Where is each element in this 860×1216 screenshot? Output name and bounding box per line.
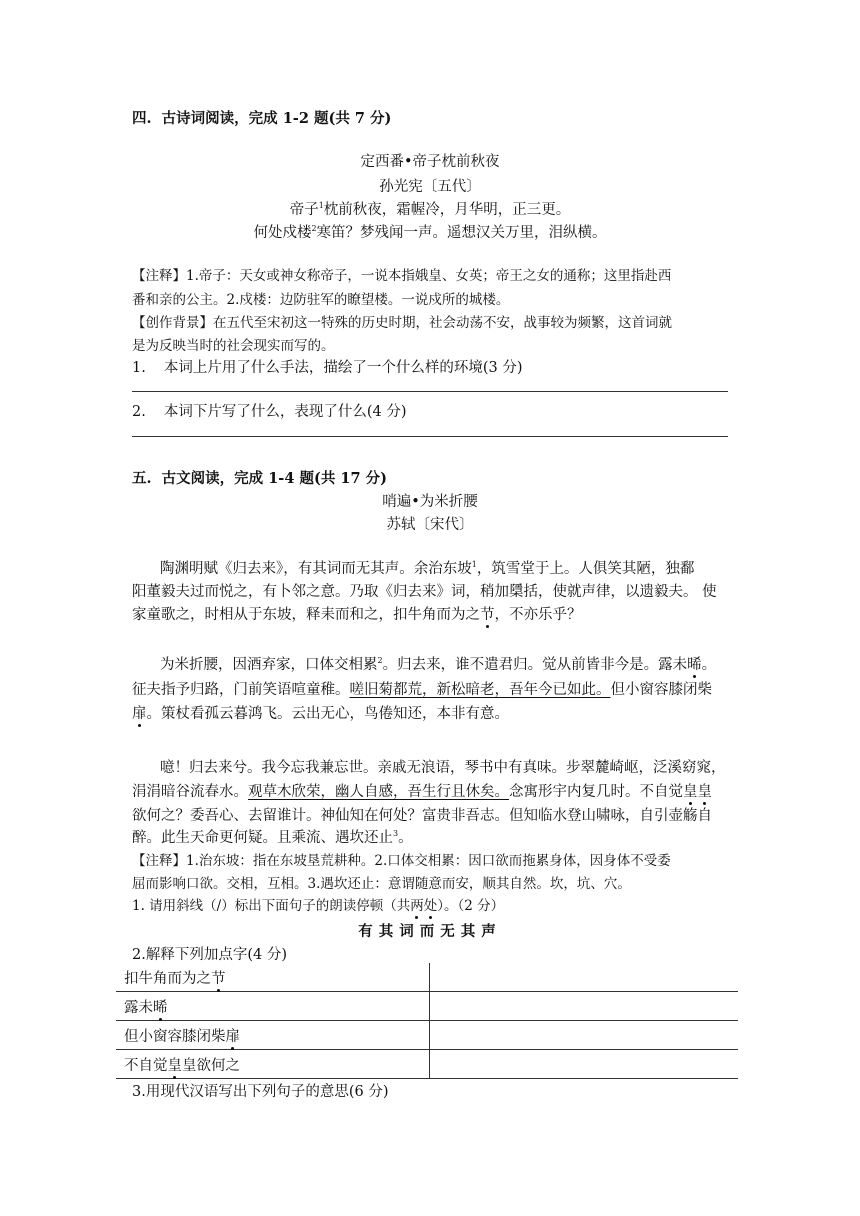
question-number: 2.: [132, 404, 146, 420]
paragraph-1-line-3: [132, 603, 582, 624]
question-number: 1.: [132, 360, 146, 376]
dotted-character: 皇: [683, 784, 698, 800]
text-span: 。归去来，谁不遣君归。觉从前皆非今是。露未: [382, 657, 688, 673]
footnote-mark: 1: [471, 560, 477, 570]
text-span: 涓涓暗谷流春水。: [132, 784, 248, 800]
text-span: ）。（2 分）: [437, 898, 505, 914]
table-cell-answer[interactable]: [430, 1050, 739, 1079]
question-text: 本词下片写了什么，表现了什么(4 分): [163, 404, 407, 420]
paragraph-2-line-3: [132, 702, 509, 723]
text-author: 苏轼〔宋代〕: [386, 517, 474, 533]
dotted-character: 皇: [697, 784, 712, 800]
question-5-1: [132, 894, 504, 914]
text-span: 醉。此生天命更何疑。且乘流、遇坎还止: [132, 830, 393, 846]
footnote-mark: 1: [318, 201, 324, 211]
text-span: 。策杖看孤云暮鸿飞。云出无心，鸟倦知还，本非有意。: [146, 706, 509, 722]
section-5-number: 五.: [132, 470, 152, 487]
text-span: 家童歌之，时相从于东坡，释耒而和之，扣牛角而为之: [132, 607, 480, 623]
text-span: 皇欲何之: [182, 1057, 240, 1074]
section-4-number: 四.: [132, 110, 152, 127]
dotted-character: 处: [423, 898, 438, 914]
question-text: 本词上片用了什么手法，描绘了一个什么样的环境(3 分): [163, 360, 523, 376]
poem-line-2-a: 何处戍楼: [253, 225, 312, 241]
paragraph-2-line-1: [160, 653, 716, 674]
text-span: 征夫指予归路，门前笑语喧童稚。: [132, 682, 350, 698]
section-5-heading: [132, 467, 387, 488]
section-4-heading: [132, 107, 391, 128]
dotted-character: 节: [480, 607, 495, 623]
background-line-2: 是为反映当时的社会现实而写的。: [132, 338, 335, 354]
table-cell-phrase: [116, 1050, 430, 1079]
text-span: 为米折腰，因酒弃家，口体交相累: [160, 657, 378, 673]
poem-line-2: [0, 221, 860, 242]
section-5-title: 古文阅读，完成 1-4 题(共 17 分): [161, 470, 387, 487]
paragraph-1-line-2: 阳董毅夫过而悦之，有卜邻之意。乃取《归去来》词，稍加檃括，使就声律，以遗毅夫。 使: [132, 584, 717, 600]
text-span: 露未: [124, 999, 153, 1016]
table-cell-answer[interactable]: [430, 992, 739, 1021]
paragraph-3-line-2: [132, 780, 712, 801]
text-span: 念寓形宇内复几时。不自觉: [509, 784, 683, 800]
answer-line[interactable]: [132, 436, 728, 437]
section-4-title: 古诗词阅读，完成 1-2 题(共 7 分): [161, 110, 392, 127]
dotted-character: 晞: [153, 999, 168, 1016]
poem-line-1: [0, 198, 860, 219]
text-note-line-1: 【注释】1.治东坡：指在东坡垦荒耕种。2.口体交相累：因口欲而拖累身体，因身体不受委: [132, 853, 671, 869]
text-span: 1. 请用斜线（/）标出下面句子的朗读停顿（共: [132, 898, 411, 914]
text-span: 。: [701, 657, 717, 673]
text-span: ，不亦乐乎？: [494, 607, 582, 623]
text-span: 陶渊明赋《归去来》，有其词而无其声。余治东坡: [160, 561, 472, 577]
footnote-mark: 3: [393, 829, 399, 839]
table-cell-phrase: [116, 1021, 430, 1050]
text-span: ，筑雪堂于上。人俱笑其陋，独鄱: [476, 561, 695, 577]
text-span: 扣牛角而为之: [124, 970, 211, 987]
background-line-1: 【创作背景】在五代至宋初这一特殊的历史时期，社会动荡不安，战事较为频繁，这首词就: [132, 315, 672, 331]
explain-table: [116, 963, 738, 1079]
poem-note-line-1: 【注释】1.帝子：天女或神女称帝子，一说本指娥皇、女英；帝王之女的通称；这里指赴西: [132, 268, 672, 284]
question-4-2: [132, 400, 407, 421]
table-cell-phrase: [116, 992, 430, 1021]
underlined-sentence: 嗟旧菊都荒，新松暗老，吾年今已如此。: [349, 682, 611, 698]
table-row: [116, 963, 738, 992]
dotted-character: 晞: [687, 657, 702, 673]
poem-line-2-b: 寒笛？梦残闻一声。遥想汉关万里，泪纵横。: [316, 225, 607, 241]
table-row: [116, 1050, 738, 1079]
question-5-3: 3.用现代汉语写出下列句子的意思(6 分): [132, 1084, 389, 1100]
poem-note-line-2: 番和亲的公主。2.戍楼：边防驻军的瞭望楼。一说戍所的城楼。: [132, 292, 510, 308]
poem-author: 孙光宪〔五代〕: [379, 179, 481, 195]
underlined-sentence: 观草木欣荣，幽人自感，吾生行且休矣。: [248, 784, 509, 800]
table-row: [116, 992, 738, 1021]
text-span: 但小窗容膝闭柴: [124, 1028, 226, 1045]
table-row: [116, 1021, 738, 1050]
text-title: 哨遍•为米折腰: [382, 494, 478, 510]
poem-line-1-b: 枕前秋夜，霜幄冷，月华明，正三更。: [323, 202, 571, 218]
paragraph-2-line-2: [132, 678, 712, 699]
paragraph-3-line-3: 欲何之？委吾心、去留谁计。神仙知在何处？富贵非吾志。但知临水登山啸咏，自引壶觞自: [132, 808, 712, 824]
text-span: 但小窗容膝闭柴: [610, 682, 712, 698]
paragraph-1-line-1: [160, 557, 694, 578]
question-5-2: 2.解释下列加点字(4 分): [132, 947, 287, 963]
dotted-character: 节: [211, 970, 226, 987]
answer-line[interactable]: [132, 391, 728, 392]
footnote-mark: 2: [377, 656, 383, 666]
paragraph-3-line-4: [132, 826, 413, 847]
dotted-character: 皇: [167, 1057, 182, 1074]
table-cell-answer[interactable]: [430, 963, 739, 992]
footnote-mark: 2: [311, 224, 317, 234]
pause-marking-sentence[interactable]: 有其词而无其声: [358, 923, 502, 940]
table-cell-answer[interactable]: [430, 1021, 739, 1050]
poem-line-1-a: 帝子: [289, 202, 319, 218]
dotted-character: 扉: [225, 1028, 240, 1045]
text-span: 不自觉: [124, 1057, 168, 1074]
paragraph-3-line-1: 噫！归去来兮。我今忘我兼忘世。亲戚无浪语，琴书中有真味。步翠麓崎岖，泛溪窈窕，: [160, 760, 726, 776]
text-note-line-2: 屈而影响口欲。交相，互相。3.遇坎还止：意谓随意而安，顺其自然。坎，坑、穴。: [132, 876, 631, 892]
text-span: 。: [398, 830, 413, 846]
dotted-character: 扉: [132, 706, 147, 722]
poem-title: 定西番•帝子枕前秋夜: [360, 154, 500, 170]
question-4-1: [132, 356, 523, 377]
dotted-character: 两: [410, 898, 424, 914]
table-cell-phrase: [116, 963, 430, 992]
